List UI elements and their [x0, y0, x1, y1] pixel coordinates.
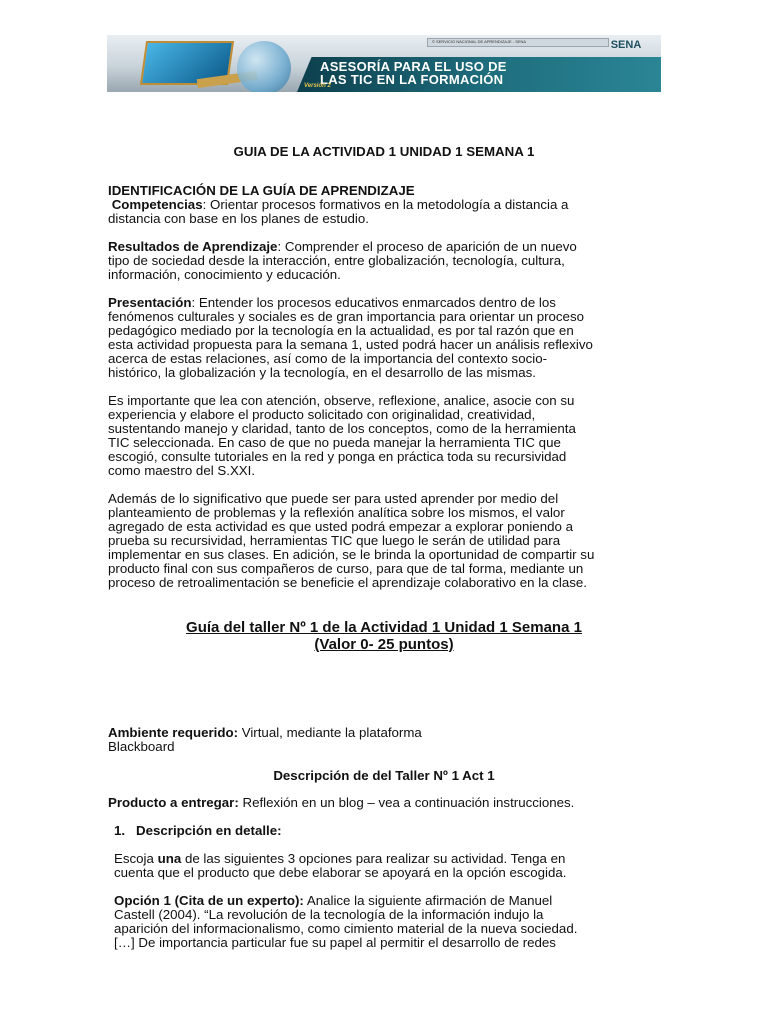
- ambiente-line2: Blackboard: [108, 739, 175, 754]
- banner-version: Versión 2: [304, 83, 331, 89]
- ambiente-text: Virtual, mediante la plataforma: [238, 725, 422, 740]
- banner-strip: [427, 38, 609, 47]
- opcion-label: Opción 1 (Cita de un experto):: [114, 893, 304, 908]
- escoja-text-c: de las siguientes 3 opciones para realizar su actividad. Tenga en: [181, 851, 566, 866]
- banner-title-line2: LAS TIC EN LA FORMACIÓN: [320, 72, 504, 87]
- sena-logo: [603, 39, 649, 57]
- ademas-line6: producto final con sus compañeros de curso, para que de tal forma, mediante un: [108, 561, 584, 576]
- resultados-text: : Comprender el proceso de aparición de un nuevo: [277, 239, 577, 254]
- ademas-line3: agregado de esta actividad es que usted podrá empezar a explorar poniendo a: [108, 519, 573, 534]
- ademas-line5: implementar en sus clases. En adición, se le brinda la oportunidad de compartir su: [108, 547, 595, 562]
- opcion-line3: aparición del informacionalismo, como cimiento material de la nueva sociedad.: [114, 921, 578, 936]
- escoja-emphasis: una: [157, 851, 182, 866]
- escoja-text-a: Escoja: [114, 851, 158, 866]
- logo-text: SENA: [610, 39, 642, 51]
- presentacion-label: Presentación: [108, 295, 192, 310]
- guia-title-line1: Guía del taller Nº 1 de la Actividad 1 Unidad 1 Semana 1: [186, 619, 582, 636]
- presentacion-line4: esta actividad propuesta para la semana 1, usted podrá hacer un análisis reflexivo: [108, 337, 593, 352]
- globe-image: [237, 41, 291, 92]
- escoja-line2: cuenta que el producto que debe elaborar se apoyará en la opción escogida.: [114, 865, 567, 880]
- resultados-label: Resultados de Aprendizaje: [108, 239, 278, 254]
- banner-strip-text: © SERVICIO NACIONAL DE APRENDIZAJE - SENA: [432, 39, 527, 44]
- importante-line6: como maestro del S.XXI.: [108, 463, 256, 478]
- main-title: GUIA DE LA ACTIVIDAD 1 UNIDAD 1 SEMANA 1: [233, 144, 535, 159]
- presentacion-line6: histórico, la globalización y la tecnología, en el desarrollo de las mismas.: [108, 365, 536, 380]
- guia-title-line2: (Valor 0- 25 puntos): [314, 636, 454, 653]
- resultados-line2: tipo de sociedad desde la interacción, entre globalización, tecnología, cultura,: [108, 253, 565, 268]
- importante-line3: sustentando manejo y claridad, tanto de los conceptos, como de la herramienta: [108, 421, 576, 436]
- presentacion-text: : Entender los procesos educativos enmarcados dentro de los: [191, 295, 556, 310]
- producto-text: Reflexión en un blog – vea a continuación instrucciones.: [238, 795, 575, 810]
- competencias-text: : Orientar procesos formativos en la metodología a distancia a: [202, 197, 569, 212]
- ademas-line7: proceso de retroalimentación se beneficie el aprendizaje colaborativo en la clase.: [108, 575, 587, 590]
- presentacion-line5: acerca de estas relaciones, así como de la importancia del contexto socio-: [108, 351, 548, 366]
- importante-line4: TIC seleccionada. En caso de que no pueda manejar la herramienta TIC que: [108, 435, 561, 450]
- importante-line5: escogió, consulte tutoriales en la red y ponga en práctica toda su recursividad: [108, 449, 567, 464]
- presentacion-line3: pedagógico mediado por la tecnología en la actualidad, es por tal razón que en: [108, 323, 574, 338]
- resultados-line3: información, conocimiento y educación.: [108, 267, 341, 282]
- ademas-line4: prueba su recursividad, herramientas TIC que luego le serán de utilidad para: [108, 533, 561, 548]
- competencias-label: Competencias: [111, 197, 203, 212]
- detalle-heading: Descripción en detalle:: [136, 823, 282, 838]
- producto-label: Producto a entregar:: [108, 795, 239, 810]
- detalle-number: 1.: [114, 823, 126, 838]
- ademas-line2: planteamiento de problemas y la reflexión analítica sobre los mismos, el valor: [108, 505, 565, 520]
- producto-line: [108, 796, 574, 810]
- header-banner: [107, 35, 661, 92]
- ademas-line1: Además de lo significativo que puede ser para usted aprender por medio del: [108, 491, 559, 506]
- banner-title-line1: ASESORÍA PARA EL USO DE: [320, 59, 507, 74]
- importante-line1: Es importante que lea con atención, observe, reflexione, analice, asocie con su: [108, 393, 575, 408]
- competencias-line2: distancia con base en los planes de estudio.: [108, 211, 369, 226]
- opcion-line2: Castell (2004). “La revolución de la tecnología de la información indujo la: [114, 907, 544, 922]
- ambiente-label: Ambiente requerido:: [108, 725, 239, 740]
- presentacion-line2: fenómenos culturales y sociales es de gran importancia para orientar un proceso: [108, 309, 584, 324]
- opcion-line4: […] De importancia particular fue su papel al permitir el desarrollo de redes: [114, 935, 556, 950]
- descripcion-title: Descripción de del Taller Nº 1 Act 1: [273, 768, 495, 783]
- id-heading: IDENTIFICACIÓN DE LA GUÍA DE APRENDIZAJE: [108, 183, 415, 198]
- importante-line2: experiencia y elabore el producto solicitado con originalidad, creatividad,: [108, 407, 536, 422]
- opcion-text: Analice la siguiente afirmación de Manuel: [303, 893, 553, 908]
